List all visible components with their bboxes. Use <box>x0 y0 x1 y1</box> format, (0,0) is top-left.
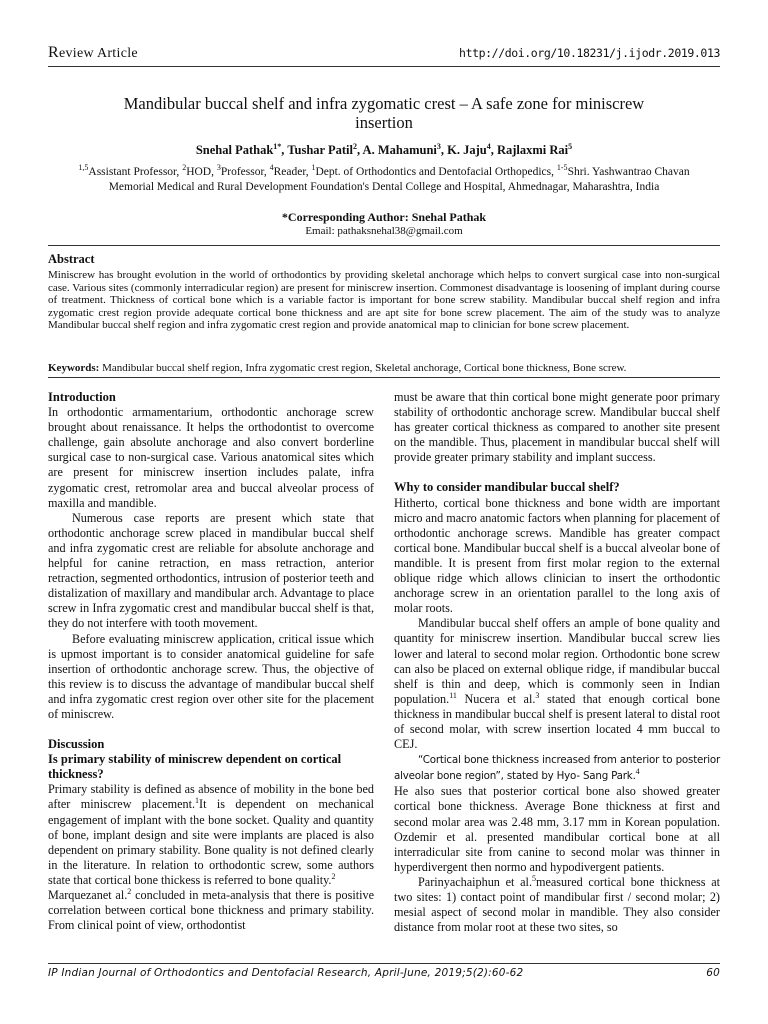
paragraph: must be aware that thin cortical bone might generate poor primary stability of orthodontic anchorage screw. Mandibular buccal shelf has greater cortical thickness as compared to another site present on the mandible. Thus, placement in mandibular buccal shelf will provide greater primary stability and implant success. <box>394 390 720 465</box>
text-run: Mandibular buccal shelf offers an ample of bone quality and quantity for miniscrew insertion. Mandibular buccal screw lies lower and lateral to second molar region. Orthodontic bone screw can also be placed on external oblique ridge, if mandibular buccal shelf is thin and deep, which is commonly seen in Indian population. <box>394 616 720 706</box>
footer-divider <box>48 963 720 964</box>
journal-citation: IP Indian Journal of Orthodontics and Dentofacial Research, April-June, 2019;5(2):60-62 <box>48 967 524 979</box>
author-sup: 3 <box>436 141 441 151</box>
text-run: stated that enough cortical bone thickness in mandibular buccal shelf is present lateral to distal root of second molar, with screw insertion located 4 mm buccal to CEJ. <box>394 691 720 752</box>
affil-sup: 1-5 <box>556 163 568 173</box>
paragraph: In orthodontic armamentarium, orthodontic anchorage screw brought about renaissance. It helps the orthodontist to overcome challenge, gain absolute anchorage and also convert borderline surgical case to non-surgical case. Various anatomical sites which are present for miniscrew insertion includes palate, infra zygomatic crest, retromolar area and buccal alveolar process of maxilla and mandible. <box>48 405 374 510</box>
right-column <box>394 390 720 935</box>
affil-text: Reader, <box>273 166 312 178</box>
keywords-text: Mandibular buccal shelf region, Infra zygomatic crest region, Skeletal anchorage, Cortical bone thickness, Bone screw. <box>99 362 627 374</box>
left-column <box>48 390 374 933</box>
abstract-text: Miniscrew has brought evolution in the world of orthodontics by providing skeletal anchorage which helps to convert surgical case into non-surgical case. Various sites (commonly interradicular region) are present for miniscrew insertion. Commonest disadvantage is loosening of implant during course of treatment. Thickness of cortical bone which is a variable factor is important for bone screw stability. Mandibular buccal shelf region and infra zygomatic crest region provide adequate cortical bone thickness and are apt site for bone screw placement. The aim of the study was to analyze Mandibular buccal shelf region and infra zygomatic crest region and provide anatomical map to clinician for bone screw placement. <box>48 269 720 332</box>
affil-sup: 1,5 <box>78 163 89 173</box>
abstract-divider <box>48 245 720 246</box>
text-run: measured cortical bone thickness at two sites: 1) contact point of mandibular first / second molar; 2) mesial aspect of second molar in mandible. They also consider distance from molar root at these two sites, so <box>394 874 720 935</box>
author-list: Snehal Pathak$^{1*}$, Tushar Patil$^2$, A. Mahamuni$^3$, K. Jaju$^4$, Rajlaxmi Rai$^5$ <box>195 141 573 157</box>
paragraph: Before evaluating miniscrew application, critical issue which is upmost important is to consider anatomical guideline for safe insertion of orthodontic anchorage screw. Thus, the objective of this review is to discuss the advantage of mandibular buccal shelf and infra zygomatic crest region over other site for the placement of miniscrew. <box>48 631 374 721</box>
page-footer <box>48 967 720 979</box>
paragraph: Hitherto, cortical bone thickness and bone width are important micro and macro anatomic factors when planning for placement of orthodontic anchorage screws. Mandible has greater compact cortical bone. Mandibular buccal shelf is a buccal alveolar bone of mandible. It is present from first molar region to the external oblique ridge which allows clinician to insert the orthodontic anchorage screw in an orientation parallel to the long axis of molar roots. <box>394 495 720 616</box>
author-sup: 1* <box>273 141 282 151</box>
affil-sup: 2 <box>182 163 187 173</box>
affil-text: Professor, <box>220 166 270 178</box>
running-head <box>48 44 720 66</box>
affiliations <box>52 165 716 195</box>
paragraph <box>394 616 720 752</box>
title-line-1: Mandibular buccal shelf and infra zygomatic crest – A safe zone for miniscrew <box>123 94 645 113</box>
citation-ref: 11 <box>449 690 457 700</box>
abstract-heading: Abstract <box>48 252 95 266</box>
discussion-heading: Discussion <box>48 737 105 752</box>
paragraph: He also sues that posterior cortical bone also showed greater cortical bone thickness. Average Bone thickness at first and second molar area was 2.48 mm, 3.17 mm in Korean population. Ozdemir et al. presented mandibular cortical bone at all interradicular site from canine to second molar was thinner in hyperdivergent then normo and hypodivergent patients. <box>394 784 720 874</box>
quote-paragraph <box>394 752 720 784</box>
keywords-divider <box>48 377 720 378</box>
article-type-label: Review Article <box>48 44 138 61</box>
citation-ref: 2 <box>331 871 336 881</box>
text-run: Primary stability is defined as absence of mobility in the bone bed after miniscrew placement. <box>48 782 374 812</box>
paragraph <box>394 875 720 935</box>
text-run: Marquezanet al. <box>48 888 128 902</box>
subsection-heading: Is primary stability of miniscrew dependent on cortical thickness? <box>48 752 342 782</box>
text-run: Parinyachaiphun et al. <box>418 874 532 889</box>
text-run: concluded in meta-analysis that there is positive correlation between cortical bone thickness and primary stability. From clinical point of view, orthodontist <box>48 888 374 933</box>
affil-text: Dept. of Orthodontics and Dentofacial Orthopedics, <box>315 166 557 178</box>
corresponding-email[interactable]: Email: pathaksnehal38@gmail.com <box>305 225 463 237</box>
text-run: Nucera et al. <box>456 691 536 706</box>
subsection-heading: Why to consider mandibular buccal shelf? <box>394 480 620 495</box>
citation-ref: 4 <box>635 767 640 777</box>
affil-institution: Memorial Medical and Rural Development Foundation's Dental College and Hospital, Ahmednagar, Maharashtra, India <box>108 181 660 193</box>
doi-link[interactable]: http://doi.org/10.18231/j.ijodr.2019.013 <box>459 46 720 60</box>
author-sup: 2 <box>352 141 357 151</box>
citation-ref: 3 <box>535 690 540 700</box>
title-line-2: insertion <box>355 113 413 132</box>
citation-ref: 1 <box>195 796 200 806</box>
corresponding-author: *Corresponding Author: Snehal Pathak <box>281 210 487 224</box>
quote-text: “Cortical bone thickness increased from anterior to posterior alveolar bone region”, stated by Hyo- Sang Park. <box>394 754 720 783</box>
introduction-heading: Introduction <box>48 390 116 404</box>
affil-sup: 3 <box>216 163 221 173</box>
article-title <box>60 94 708 132</box>
citation-ref: 5 <box>532 873 536 883</box>
author-name: Snehal Pathak <box>195 143 274 157</box>
author-sup: 5 <box>568 141 573 151</box>
citation-ref: 2 <box>127 886 132 896</box>
paragraph: Numerous case reports are present which state that orthodontic anchorage screw placed in mandibular buccal shelf and infra zygomatic crest are reliable for absolute anchorage and helpful for canine retraction, en mass retraction, anterior retraction, segmented orthodontics, intrusion of posterior teeth and distalization of maxillary and mandibular arch. Advantage to place screw in Infra zygomatic crest and mandibular buccal shelf is that, they do not interfere with tooth movement. <box>48 510 374 631</box>
author-name: Tushar Patil <box>287 143 353 157</box>
author-name: K. Jaju <box>447 143 487 157</box>
header-divider <box>48 66 720 67</box>
author-sup: 4 <box>486 141 491 151</box>
affil-sup: 4 <box>269 163 274 173</box>
paragraph <box>48 888 374 933</box>
affil-text: Assistant Professor, <box>88 166 183 178</box>
author-name: Rajlaxmi Rai <box>496 143 569 157</box>
paragraph <box>48 782 374 888</box>
affil-sup: 1 <box>311 163 316 173</box>
affil-text: Shri. Yashwantrao Chavan <box>567 166 690 178</box>
text-run: It is dependent on mechanical engagement of implant with the bone socket. Quality and quantity of bone, implant design and site were implants are placed is also dependent on primary stability. Bone quality is not defined clearly in the literature. In relation to orthodontic screw, some authors state that cortical bone thickess is referred to bone quality. <box>48 797 374 887</box>
abstract-section <box>48 252 720 332</box>
author-name: A. Mahamuni <box>362 143 437 157</box>
page-number: 60 <box>706 967 720 979</box>
affil-text: HOD, <box>186 166 217 178</box>
keywords <box>48 362 720 374</box>
keywords-label: Keywords: <box>48 362 100 374</box>
